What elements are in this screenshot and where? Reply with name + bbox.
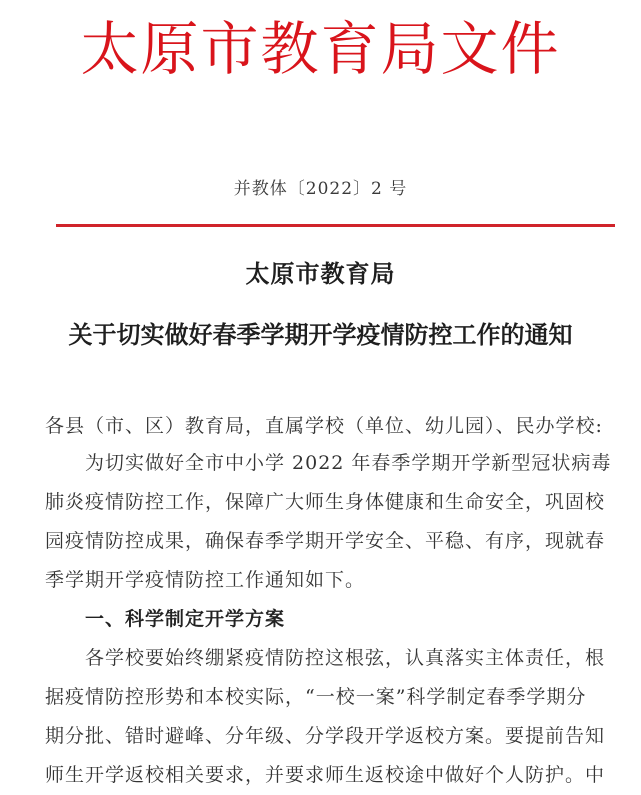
- issuer-name: 太原市教育局: [245, 259, 396, 288]
- red-divider-line: [56, 224, 615, 227]
- document-body: [45, 408, 617, 795]
- section-paragraph-line: 各学校要始终绷紧疫情防控这根弦，认真落实主体责任，根: [85, 647, 606, 669]
- document-number: 并教体〔2022〕2 号: [233, 179, 408, 199]
- notice-title: 关于切实做好春季学期开学疫情防控工作的通知: [68, 320, 573, 349]
- section-heading: 一、科学制定开学方案: [85, 608, 286, 630]
- section-paragraph-line: 期分批、错时避峰、分年级、分学段开学返校方案。要提前告知: [45, 725, 606, 747]
- intro-paragraph-line: 季学期开学疫情防控工作通知如下。: [45, 569, 366, 591]
- intro-paragraph-line: 园疫情防控成果，确保春季学期开学安全、平稳、有序，现就春: [45, 530, 606, 552]
- section-paragraph-line: 据疫情防控形势和本校实际，“一校一案”科学制定春季学期分: [45, 686, 587, 708]
- addressee-line: 各县（市、区）教育局，直属学校（单位、幼儿园）、民办学校:: [45, 415, 603, 437]
- intro-paragraph-line: 为切实做好全市中小学 2022 年春季学期开学新型冠状病毒: [85, 452, 612, 474]
- section-paragraph-line: 师生开学返校相关要求，并要求师生返校途中做好个人防护。中: [45, 764, 606, 786]
- intro-paragraph-line: 肺炎疫情防控工作，保障广大师生身体健康和生命安全，巩固校: [45, 491, 606, 513]
- document-header-title: 太原市教育局文件: [80, 15, 561, 83]
